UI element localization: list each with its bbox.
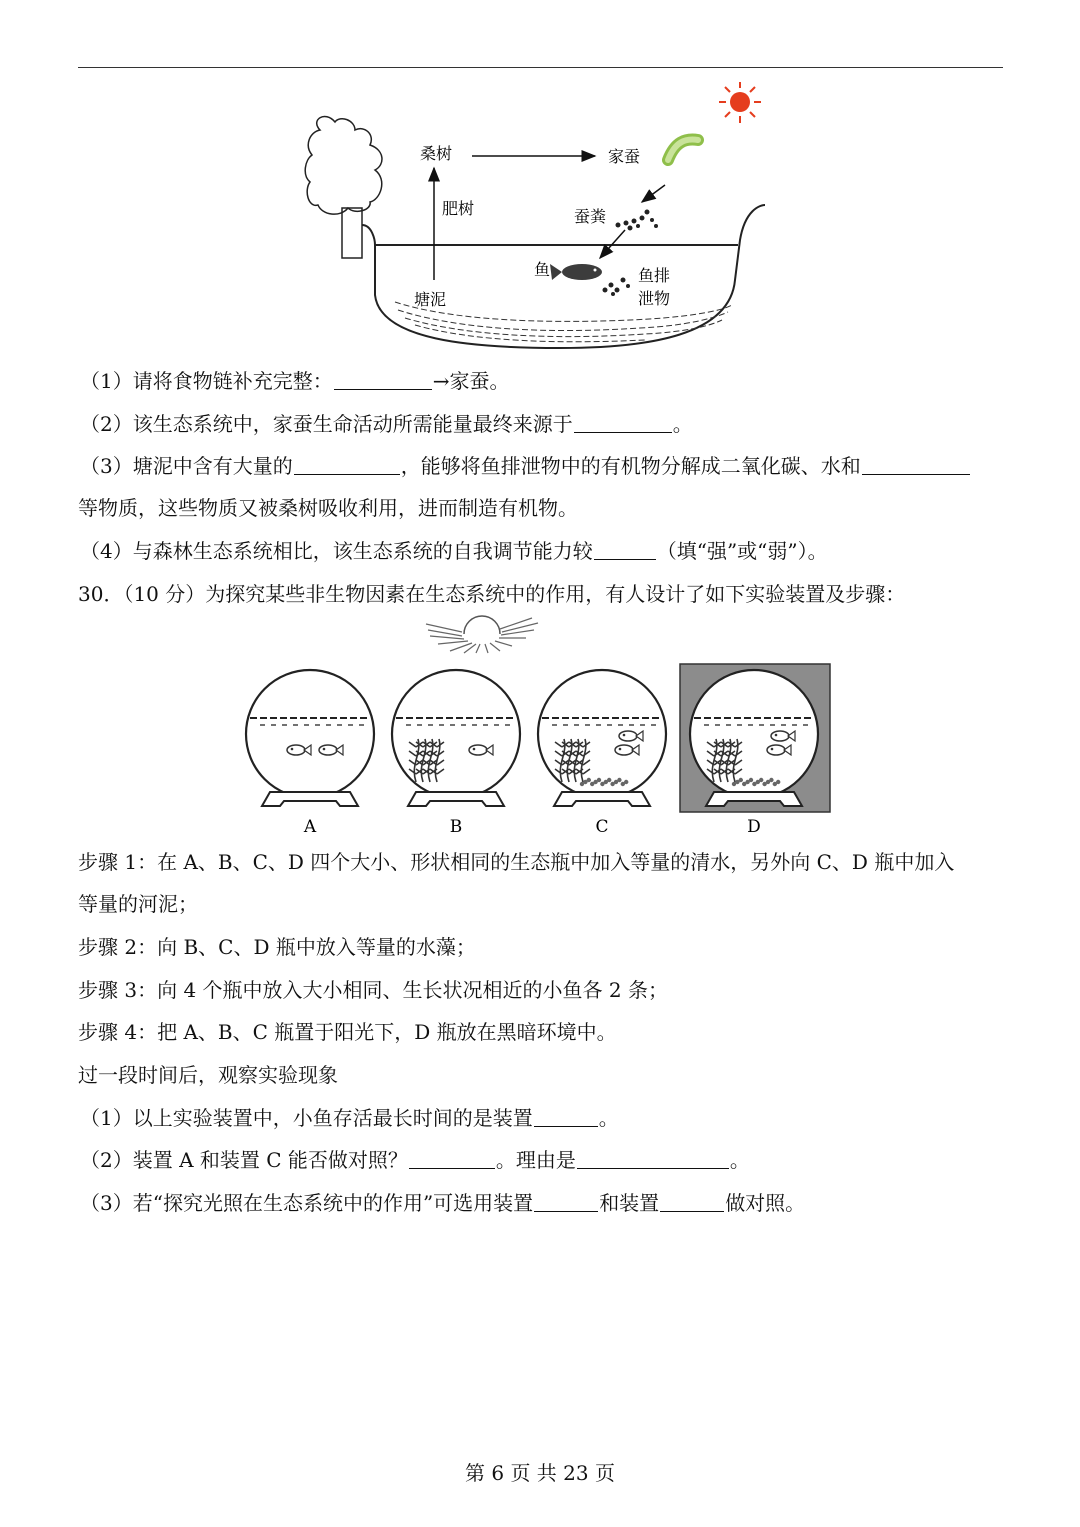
- label-silkworm-dung: 蚕粪: [574, 207, 607, 226]
- q29-part3: （3）塘泥中含有大量的 ，能够将鱼排泄物中的有机物分解成二氧化碳、水和: [80, 451, 1010, 481]
- q30-part1: （1）以上实验装置中，小鱼存活最长时间的是装置 。: [80, 1106, 619, 1130]
- label-silkworm: 家蚕: [608, 147, 641, 166]
- answer-blank[interactable]: [862, 454, 970, 475]
- ecological-bottle: [246, 670, 374, 806]
- step3: 步骤 3：向 4 个瓶中放入大小相同、生长状况相近的小鱼各 2 条；: [78, 978, 668, 1002]
- answer-blank[interactable]: [534, 1191, 598, 1212]
- mulberry-tree-icon: [305, 117, 382, 258]
- label-fertilize: 肥树: [442, 199, 475, 218]
- label-fish-excreta-2: 泄物: [638, 289, 671, 308]
- q29-part4: （4）与森林生态系统相比，该生态系统的自我调节能力较 （填“强”或“弱”）。: [80, 539, 828, 563]
- pond-ecosystem-figure: [300, 80, 780, 355]
- ecological-bottle: [392, 670, 520, 806]
- bottle-label: C: [595, 817, 609, 837]
- bottle-label: D: [747, 817, 761, 837]
- sun-icon: [719, 82, 761, 123]
- label-pond-mud: 塘泥: [414, 290, 447, 309]
- page-footer: 第 6 页 共 23 页: [465, 1461, 615, 1485]
- answer-blank[interactable]: [660, 1191, 724, 1212]
- header-rule: [78, 67, 1003, 68]
- answer-blank[interactable]: [409, 1148, 495, 1169]
- q29-part2: （2）该生态系统中，家蚕生命活动所需能量最终来源于 。: [80, 412, 693, 436]
- q30-intro: 30．（10 分）为探究某些非生物因素在生态系统中的作用，有人设计了如下实验装置及步骤：: [78, 582, 906, 606]
- ecological-bottle: [538, 670, 666, 806]
- answer-blank[interactable]: [574, 412, 672, 433]
- fish-excreta-icon: [603, 278, 631, 297]
- answer-blank[interactable]: [334, 369, 432, 390]
- step1-line1: 步骤 1：在 A、B、C、D 四个大小、形状相同的生态瓶中加入等量的清水，另外向 C、D 瓶中加入: [78, 850, 955, 874]
- step2: 步骤 2：向 B、C、D 瓶中放入等量的水藻；: [78, 935, 476, 959]
- q29-part1: （1）请将食物链补充完整： →家蚕。: [80, 369, 510, 393]
- answer-blank[interactable]: [577, 1148, 729, 1169]
- label-fish: 鱼: [534, 260, 551, 279]
- answer-blank[interactable]: [594, 539, 656, 560]
- answer-blank[interactable]: [294, 454, 400, 475]
- observe-text: 过一段时间后，观察实验现象: [78, 1063, 338, 1087]
- bottle-label: A: [303, 817, 317, 837]
- ecological-bottles-figure: [238, 662, 838, 842]
- label-fish-excreta-1: 鱼排: [638, 266, 671, 285]
- q30-part3: （3）若“探究光照在生态系统中的作用”可选用装置 和装置 做对照。: [80, 1191, 806, 1215]
- step4: 步骤 4：把 A、B、C 瓶置于阳光下，D 瓶放在黑暗环境中。: [78, 1020, 617, 1044]
- fish-icon: [550, 264, 602, 280]
- answer-blank[interactable]: [534, 1106, 598, 1127]
- label-mulberry: 桑树: [420, 144, 453, 163]
- q29-part3-continued: 等物质，这些物质又被桑树吸收利用，进而制造有机物。: [78, 496, 578, 520]
- step1-line2: 等量的河泥；: [78, 892, 198, 916]
- bottle-label: B: [449, 817, 463, 837]
- silkworm-icon: [668, 140, 698, 160]
- q30-part2: （2）装置 A 和装置 C 能否做对照？ 。理由是 。: [80, 1148, 750, 1172]
- silkworm-dung-icon: [616, 210, 659, 231]
- sun-rays-icon: [424, 614, 540, 654]
